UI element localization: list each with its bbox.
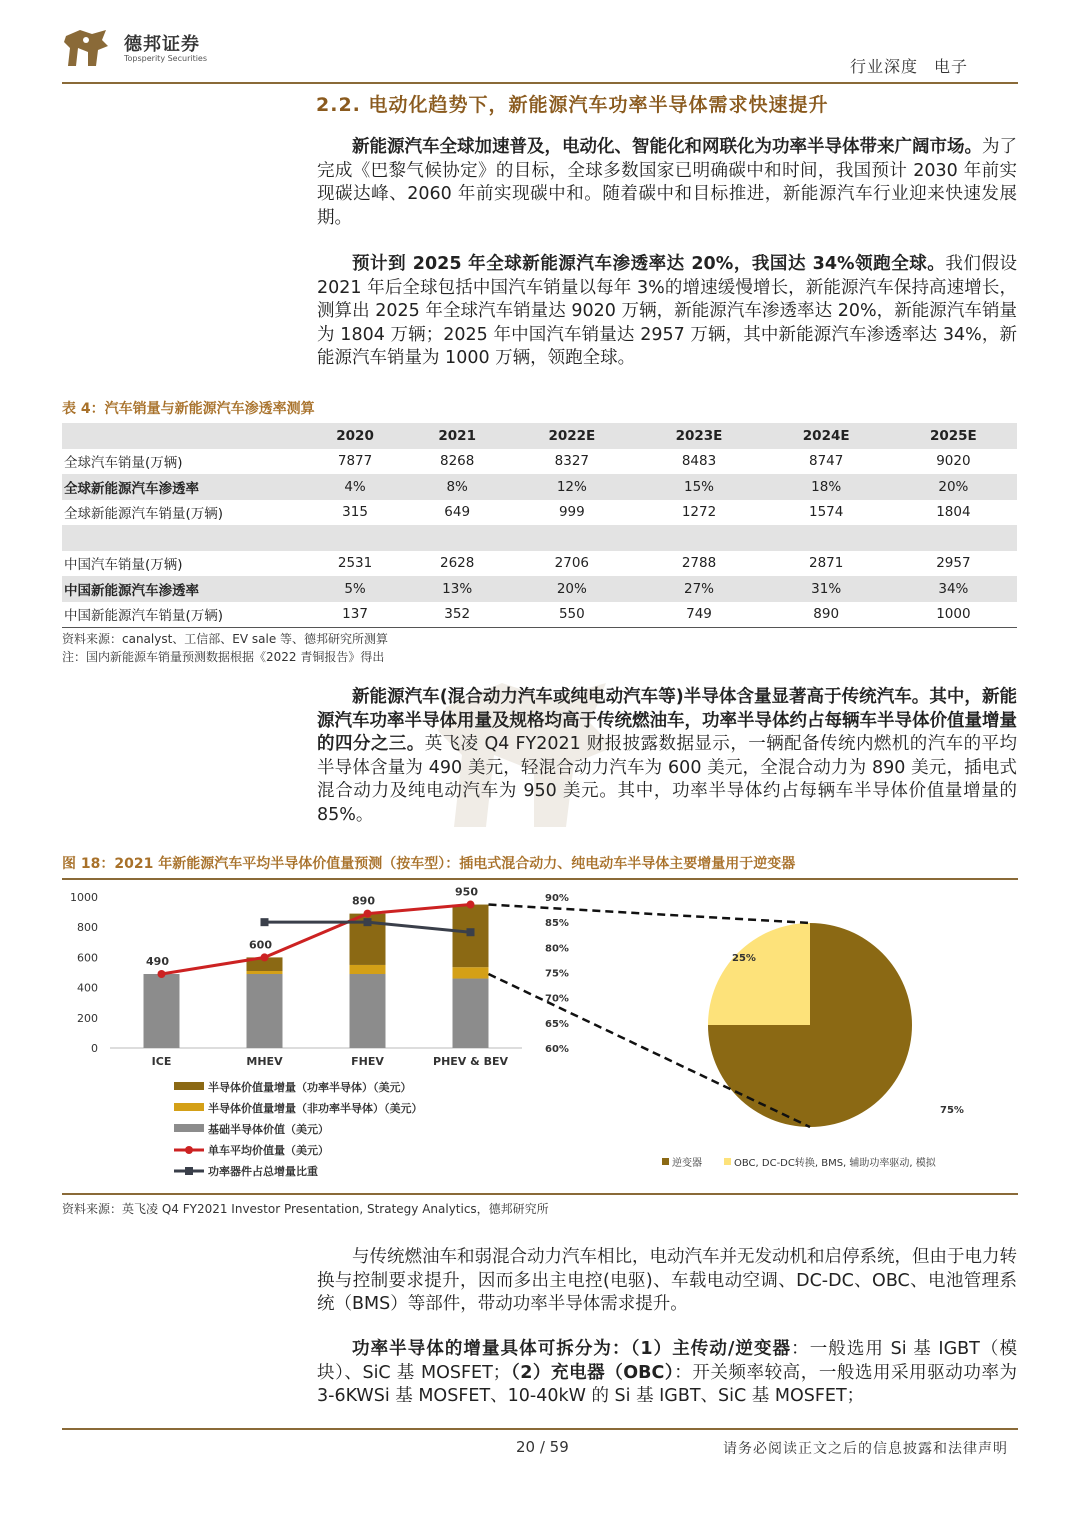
paragraph-5-lead-b: （2）充电器（OBC） (510, 1362, 675, 1383)
legend-swatch (174, 1124, 204, 1132)
table-cell: 5% (344, 580, 366, 597)
paragraph-3-lead: 新能源汽车(混合动力汽车或纯电动汽车等)半导体含量显著高于传统汽车。其中，新能源汽车功率半导体用量及规格均高于传统燃油车，功率半导体约占每辆车半导体价值量增量的四分之三。 (317, 687, 1017, 754)
table-row (62, 551, 1017, 577)
table-header-cell: 2025E (929, 427, 977, 444)
bar-segment (453, 967, 489, 978)
paragraph-4-body: 与传统燃油车和弱混合动力汽车相比，电动汽车并无发动机和启停系统，但由于电力转换与控制要求提升，因而多出主电控(电驱)、车载电动空调、DC-DC、OBC、电池管理系统（BMS）等部件，带动功率半导体需求提升。 (317, 1247, 1017, 1314)
report-sector: 电子 (933, 57, 968, 76)
table-cell: 20% (938, 478, 969, 495)
table-cell: 2957 (936, 555, 971, 572)
category-label: PHEV & BEV (433, 1055, 508, 1068)
line-point (467, 901, 475, 909)
line-point (364, 910, 372, 918)
table-cell: 4% (344, 478, 366, 495)
table-cell: 8327 (554, 453, 590, 470)
bar-segment (144, 974, 180, 1048)
report-type: 行业深度 (849, 57, 918, 76)
table-cell: 1000 (890, 602, 1017, 628)
figure-bottom-divider (62, 1193, 1018, 1195)
paragraph-2-lead: 预计到 2025 年全球新能源汽车渗透率达 20%，我国达 34%领跑全球。 (352, 254, 946, 274)
legend-marker (185, 1146, 193, 1154)
logo-text: 德邦证券 (124, 34, 200, 55)
company-logo (62, 26, 242, 72)
pie-value-label: 25% (732, 953, 756, 964)
table-cell: 20% (556, 580, 587, 597)
left-axis-tick: 200 (77, 1011, 98, 1025)
table-cell: 315 (342, 504, 368, 521)
legend-swatch (174, 1082, 204, 1090)
paragraph-2 (317, 253, 1017, 371)
left-axis-tick: 400 (77, 981, 98, 995)
data-label: 490 (146, 955, 169, 969)
legend-marker (185, 1167, 193, 1175)
table-cell: 13% (442, 580, 473, 597)
footer-disclaimer: 请务必阅读正文之后的信息披露和法律声明 (723, 1441, 1008, 1457)
table-cell: 7877 (337, 453, 373, 470)
row-label: 全球新能源汽车渗透率 (64, 480, 199, 497)
row-label: 中国新能源汽车渗透率 (64, 582, 199, 599)
table-cell: 2706 (554, 555, 590, 572)
table-note: 注：国内新能源车销量预测数据根据《2022 青铜报告》得出 (62, 650, 385, 664)
table-cell: 2531 (337, 555, 373, 572)
data-label: 600 (249, 938, 272, 952)
table-cell: 1272 (681, 504, 717, 521)
row-label: 全球新能源汽车销量(万辆) (64, 506, 224, 523)
table-header-cell: 2022E (548, 427, 596, 444)
data-label: 890 (352, 894, 375, 908)
table-row (62, 449, 1017, 475)
table-cell: 31% (811, 580, 842, 597)
table-cell: 137 (304, 602, 406, 628)
semiconductor-value-chart (62, 880, 1018, 1192)
table-cell: 9020 (936, 453, 971, 470)
line-point (261, 953, 269, 961)
pie-legend-label: OBC, DC-DC转换, BMS, 辅助功率驱动, 模拟 (734, 1158, 936, 1169)
table-cell: 649 (444, 504, 471, 521)
page-number: 20 / 59 (516, 1438, 569, 1456)
legend-label: 半导体价值量增量（非功率半导体）（美元） (208, 1102, 423, 1115)
paragraph-5-body-a: ：一般选用 Si 基 IGBT（模块）、SiC 基 MOSFET； (317, 1339, 1017, 1383)
paragraph-3-body: 英飞凌 Q4 FY2021 财报披露数据显示，一辆配备传统内燃机的汽车的平均半导体含量为 490 美元，轻混合动力汽车为 600 美元，全混合动力为 890 美元，插电式混合动力及纯电动汽车为 950 美元。其中，功率半导体约占每辆车半导体价值量增量的 85%。 (317, 734, 1018, 825)
line-point (158, 970, 166, 978)
table-spacer-row (62, 525, 1017, 551)
logo-mark-icon (62, 26, 112, 70)
table-cell: 27% (684, 580, 715, 597)
data-label: 950 (455, 885, 478, 899)
paragraph-1-lead: 新能源汽车全球加速普及，电动化、智能化和网联化为功率半导体带来广阔市场。 (352, 137, 982, 157)
table-header-cell: 2024E (802, 427, 850, 444)
legend-label: 基础半导体价值（美元） (208, 1123, 329, 1136)
left-axis-tick: 1000 (70, 891, 98, 904)
table-row (62, 602, 1017, 628)
paragraph-5-body-b: ：开关频率较高，一般选用采用驱动功率为 3-6KWSi 基 MOSFET、10-40kW 的 Si 基 IGBT、SiC 基 MOSFET； (317, 1362, 1018, 1406)
sales-table (62, 423, 1017, 628)
bar-segment (247, 971, 283, 974)
paragraph-4 (317, 1246, 1017, 1317)
report-category (850, 54, 968, 77)
category-label: FHEV (351, 1055, 384, 1068)
paragraph-3 (317, 686, 1017, 827)
table-cell: 18% (811, 478, 842, 495)
table-header-row (62, 423, 1017, 449)
right-axis-tick: 75% (545, 968, 569, 980)
table-cell: 749 (635, 602, 762, 628)
row-label: 中国新能源汽车销量(万辆) (62, 602, 304, 628)
footer-divider (62, 1428, 1018, 1430)
right-axis-tick: 85% (545, 918, 569, 930)
table-row (62, 576, 1017, 602)
table-cell: 890 (763, 602, 890, 628)
line-point (364, 918, 372, 926)
legend-label: 功率器件占总增量比重 (208, 1165, 318, 1178)
figure-title: 图 18：2021 年新能源汽车平均半导体价值量预测（按车型）：插电式混合动力、纯电动车半导体主要增量用于逆变器 (62, 856, 796, 872)
bar-chart (70, 886, 569, 1178)
table-row (62, 474, 1017, 500)
table-cell: 8747 (809, 453, 844, 470)
table-cell: 999 (558, 504, 585, 521)
paragraph-1-body: 为了完成《巴黎气候协定》的目标，全球多数国家已明确碳中和时间，我国预计 2030 年前实现碳达峰、2060 年前实现碳中和。随着碳中和目标推进，新能源汽车行业迎来快速发展期。 (317, 137, 1017, 228)
legend-label: 单车平均价值量（美元） (208, 1144, 329, 1157)
table-cell: 8268 (440, 453, 475, 470)
legend-swatch (174, 1103, 204, 1111)
table-header-cell: 2020 (336, 427, 374, 444)
figure-source: 资料来源：英飞凌 Q4 FY2021 Investor Presentation, Strategy Analytics，德邦研究所 (62, 1202, 549, 1216)
table-cell: 15% (684, 478, 715, 495)
paragraph-2-body: 我们假设 2021 年后全球包括中国汽车销量以每年 3%的增速缓慢增长，新能源汽车保持高速增长，测算出 2025 年全球汽车销量达 9020 万辆，新能源汽车渗透率达 20%，新能源汽车销量为 1804 万辆；2025 年中国汽车销量达 2957 万辆，其中新能源汽车渗透率达 34%，新能源汽车销量为 1000 万辆，领跑全球。 (317, 254, 1017, 368)
table-cell: 34% (938, 580, 969, 597)
table-cell: 2628 (440, 555, 475, 572)
legend-label: 半导体价值量增量（功率半导体）（美元） (208, 1081, 412, 1094)
line-point (261, 918, 269, 926)
bar-segment (350, 974, 386, 1048)
table-cell: 352 (406, 602, 508, 628)
table-cell: 1574 (809, 504, 844, 521)
table-source: 资料来源：canalyst、工信部、EV sale 等、德邦研究所测算 (62, 632, 389, 646)
table-cell: 550 (508, 602, 635, 628)
table-cell: 1804 (936, 504, 971, 521)
logo-subtext: Topsperity Securities (124, 54, 208, 63)
bar-segment (453, 979, 489, 1048)
table-cell: 8483 (681, 453, 717, 470)
line-point (467, 928, 475, 936)
table-title: 表 4：汽车销量与新能源汽车渗透率测算 (62, 401, 315, 417)
category-label: ICE (151, 1055, 172, 1068)
row-label: 中国汽车销量(万辆) (64, 557, 183, 574)
bar-segment (350, 965, 386, 974)
table-header-cell: 2021 (438, 427, 476, 444)
paragraph-5-lead-a: 功率半导体的增量具体可拆分为：（1）主传动/逆变器 (352, 1339, 792, 1359)
table-cell: 2871 (809, 555, 844, 572)
paragraph-5 (317, 1338, 1017, 1409)
right-axis-tick: 60% (545, 1044, 569, 1055)
left-axis-tick: 600 (77, 951, 98, 965)
right-axis-tick: 80% (545, 943, 569, 955)
table-row (62, 500, 1017, 526)
row-label: 全球汽车销量(万辆) (64, 455, 183, 472)
pie-value-label: 75% (940, 1105, 964, 1116)
table-cell: 12% (556, 478, 587, 495)
section-title: 2.2. 电动化趋势下，新能源汽车功率半导体需求快速提升 (316, 94, 829, 116)
table-header-cell: 2023E (675, 427, 723, 444)
connector-line (489, 905, 811, 923)
right-axis-tick: 90% (545, 893, 569, 904)
bar-segment (247, 974, 283, 1048)
pie-legend-label: 逆变器 (672, 1158, 702, 1169)
pie-legend-swatch (724, 1158, 731, 1165)
pie-slice (708, 923, 810, 1025)
right-axis-tick: 65% (545, 1018, 569, 1030)
category-label: MHEV (246, 1055, 283, 1068)
paragraph-1 (317, 136, 1017, 230)
pie-legend-swatch (662, 1158, 669, 1165)
table-cell: 8% (446, 478, 468, 495)
right-axis-tick: 70% (545, 993, 569, 1005)
table-header-cell (62, 423, 304, 449)
header-divider (62, 82, 1018, 84)
series-line (162, 905, 471, 974)
left-axis-tick: 800 (77, 921, 98, 935)
left-axis-tick: 0 (91, 1042, 98, 1055)
table-cell: 2788 (681, 555, 717, 572)
